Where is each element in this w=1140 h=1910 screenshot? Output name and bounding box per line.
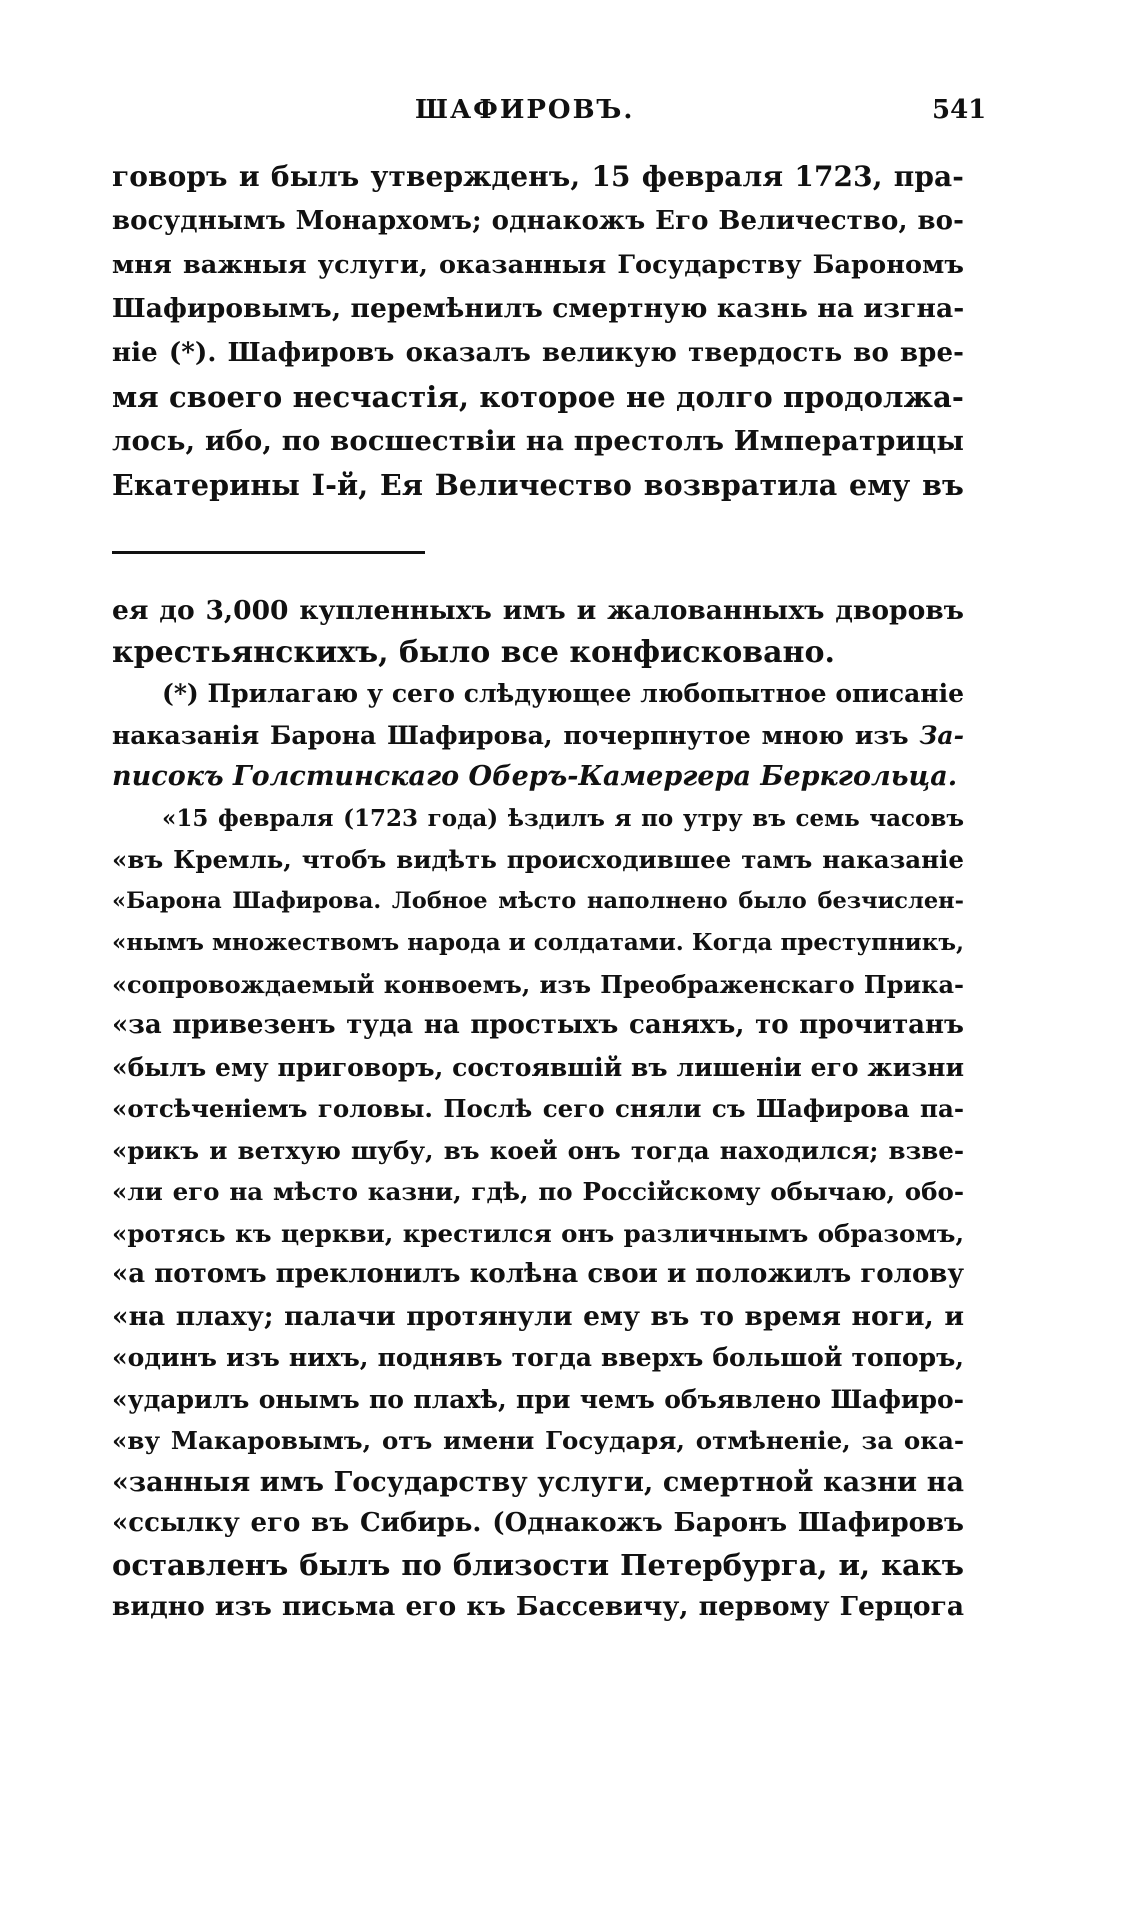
quote-line: «нымъ множествомъ народа и солдатами. Когда преступникъ, (112, 929, 964, 956)
quote-line: «за привезенъ туда на простыхъ саняхъ, то прочитанъ (112, 1010, 964, 1040)
footnote-divider (112, 551, 425, 554)
quote-line: «а потомъ преклонилъ колѣна свои и положилъ голову (112, 1259, 964, 1289)
page-header (0, 95, 1140, 135)
page-number: 541 (932, 95, 987, 125)
text-line: восуднымъ Монархомъ; однакожъ Его Величество, во- (112, 206, 964, 236)
text-line: мя своего несчастія, которое не долго продолжа- (112, 380, 964, 414)
quote-line: «ударилъ онымъ по плахѣ, при чемъ объявлено Шафиро- (112, 1384, 964, 1414)
quote-line: видно изъ письма его къ Бассевичу, первому Герцога (112, 1591, 964, 1622)
footnote-line: писокъ Голстинскаго Оберъ-Камергера Беркгольца. (112, 761, 958, 792)
text-line: лось, ибо, по восшествіи на престолъ Императрицы (112, 425, 964, 457)
text-line: Екатерины І-й, Ея Величество возвратила ему въ (112, 468, 964, 502)
quote-line: «отсѣченіемъ головы. Послѣ сего сняли съ Шафирова па- (112, 1094, 964, 1123)
text-line: говоръ и былъ утвержденъ, 15 февраля 1723, пра- (112, 160, 964, 193)
quote-line: «на плаху; палачи протянули ему въ то время ноги, и (112, 1300, 964, 1332)
quote-line: «15 февраля (1723 года) ѣздилъ я по утру въ семь часовъ (162, 804, 964, 832)
page-body (112, 155, 964, 1628)
footnote-line: (*) Прилагаю у сего слѣдующее любопытное описаніе (162, 679, 964, 708)
footnote-line: крестьянскихъ, было все конфисковано. (112, 634, 835, 670)
main-text (112, 155, 964, 507)
text-line: мня важныя услуги, оказанныя Государству Барономъ (112, 250, 964, 280)
quote-line: «былъ ему приговоръ, состоявшій въ лишеніи его жизни (112, 1052, 964, 1082)
footnote-line (112, 715, 964, 757)
quote-line: «Барона Шафирова. Лобное мѣсто наполнено было безчислен- (112, 887, 964, 914)
footnote-italic: За- (919, 720, 964, 750)
quote-line: «ву Макаровымъ, отъ имени Государя, отмѣненіе, за ока- (112, 1426, 964, 1455)
running-title: ШАФИРОВЪ. (415, 95, 635, 125)
quote-line: «ссылку его въ Сибирь. (Однакожъ Баронъ Шафировъ (112, 1508, 964, 1538)
text-line: ніе (*). Шафировъ оказалъ великую твердость во вре- (112, 338, 964, 368)
quote-line: «ли его на мѣсто казни, гдѣ, по Россійскому обычаю, обо- (112, 1177, 964, 1206)
quote-line: оставленъ былъ по близости Петербурга, и, какъ (112, 1547, 964, 1582)
quote-line: «одинъ изъ нихъ, поднявъ тогда вверхъ большой топоръ, (112, 1343, 964, 1372)
quote-line: «въ Кремль, чтобъ видѣть происходившее тамъ наказаніе (112, 845, 964, 874)
text-line: Шафировымъ, перемѣнилъ смертную казнь на изгна- (112, 293, 965, 324)
footnotes (112, 590, 964, 1628)
quote-line: «рикъ и ветхую шубу, въ коей онъ тогда находился; взве- (112, 1135, 964, 1165)
footnote-text: наказанія Барона Шафирова, почерпнутое мною изъ (112, 720, 909, 750)
quote-line: «сопровождаемый конвоемъ, изъ Преображенскаго Прика- (112, 969, 964, 999)
footnote-line: ея до 3,000 купленныхъ имъ и жалованныхъ дворовъ (112, 595, 964, 626)
quote-line: «занныя имъ Государству услуги, смертной казни на (112, 1466, 964, 1498)
quote-line: «ротясь къ церкви, крестился онъ различнымъ образомъ, (112, 1218, 964, 1248)
